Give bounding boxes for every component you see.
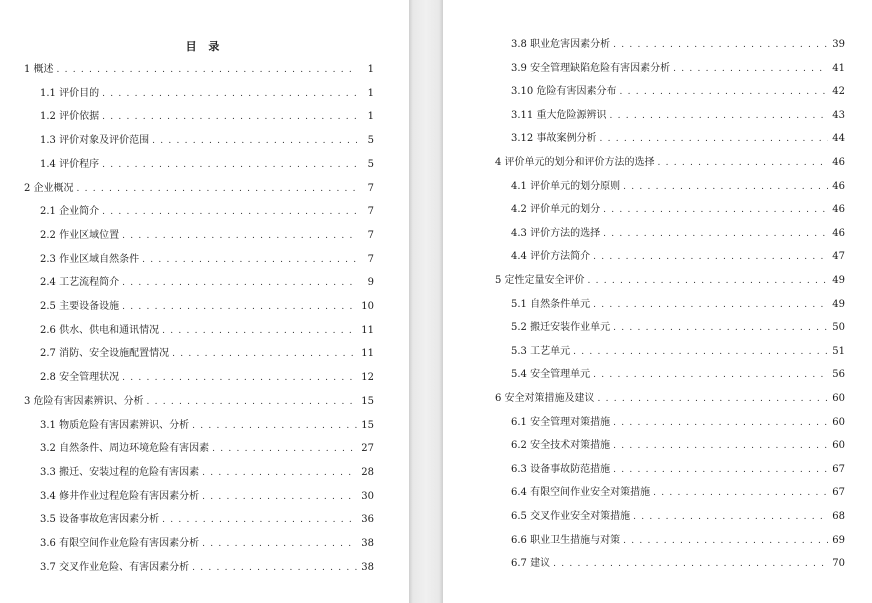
toc-entry-label: 1.1 评价目的 [40,87,100,99]
toc-page-number: 44 [832,133,845,145]
toc-entry-label: 3.10 危险有害因素分布 [511,86,617,98]
toc-page-number: 38 [361,561,374,573]
page-gutter [409,0,443,603]
toc-entry-label: 2.6 供水、供电和通讯情况 [40,324,160,336]
toc-entry-label: 6.6 职业卫生措施与对策 [511,534,621,546]
toc-dot-leader [593,367,828,383]
toc-dot-leader [613,320,828,336]
toc-page-number: 47 [832,251,845,263]
toc-entry[interactable] [40,441,374,457]
toc-entry[interactable] [40,299,374,315]
toc-dot-leader [122,275,357,291]
toc-entry-label: 1.2 评价依据 [40,111,100,123]
toc-entry[interactable] [40,489,374,505]
toc-entry-label: 3.11 重大危险源辨识 [511,109,607,121]
toc-dot-leader [102,86,357,102]
toc-entry[interactable] [511,415,845,431]
toc-entry-label: 2.2 作业区域位置 [40,229,120,241]
toc-entry-label: 1 概述 [24,64,54,75]
toc-entry[interactable] [495,273,845,289]
toc-page-number: 46 [832,227,845,239]
toc-entry[interactable] [24,394,374,410]
toc-entry[interactable] [511,509,845,525]
toc-entry-label: 4 评价单元的划分和评价方法的选择 [495,157,655,168]
toc-dot-leader [202,536,357,552]
toc-page-number: 51 [832,345,845,357]
toc-entry[interactable] [511,438,845,454]
toc-entry[interactable] [40,512,374,528]
toc-entry[interactable] [511,556,845,572]
toc-page-number: 27 [361,443,374,455]
toc-entry[interactable] [495,155,845,171]
toc-page-number: 9 [367,277,374,289]
toc-dot-leader [603,226,828,242]
toc-entry[interactable] [40,465,374,481]
toc-entry[interactable] [511,485,845,501]
toc-dot-leader [152,133,357,149]
toc-entry[interactable] [511,320,845,336]
toc-dot-leader [122,228,357,244]
toc-dot-leader [603,202,828,218]
toc-page-number: 15 [361,395,374,407]
toc-page-number: 67 [832,463,845,475]
toc-entry[interactable] [40,536,374,552]
toc-page-number: 46 [832,180,845,192]
toc-dot-leader [212,441,357,457]
toc-page-number: 70 [832,558,845,570]
toc-entry-label: 3 危险有害因素辨识、分析 [24,395,144,407]
toc-dot-leader [613,438,828,454]
toc-dot-leader [162,512,357,528]
toc-entry-label: 6.4 有限空间作业安全对策措施 [511,487,651,499]
toc-page-number: 46 [832,204,845,216]
toc-dot-leader [623,533,828,549]
toc-page-number: 42 [832,86,845,98]
toc-entry-label: 2.1 企业简介 [40,206,100,218]
toc-dot-leader [598,391,828,407]
toc-dot-leader [613,37,828,53]
toc-dot-leader [619,84,828,100]
toc-page-number: 60 [832,416,845,428]
toc-entry-label: 1.3 评价对象及评价范围 [40,135,150,147]
toc-entry-label: 2.5 主要设备设施 [40,301,120,312]
toc-entry[interactable] [511,202,845,218]
toc-entry[interactable] [24,62,374,78]
toc-page-number: 5 [367,158,374,170]
toc-dot-leader [623,179,828,195]
toc-dot-leader [57,62,357,78]
toc-entry-label: 6 安全对策措施及建议 [495,393,595,404]
toc-entry[interactable] [40,228,374,244]
toc-entry[interactable] [40,323,374,339]
toc-page-number: 60 [832,440,845,452]
toc-entry-label: 5.3 工艺单元 [511,345,571,357]
toc-entry-label: 2.8 安全管理状况 [40,372,120,384]
toc-dot-leader [553,556,828,572]
toc-entry-label: 3.1 物质危险有害因素辨识、分析 [40,419,190,431]
toc-page-number: 49 [832,275,845,286]
toc-dot-leader [609,108,828,124]
toc-entry-label: 2.4 工艺流程简介 [40,277,120,289]
toc-dot-leader [102,204,357,220]
toc-entry-label: 2.3 作业区域自然条件 [40,253,140,265]
toc-entry[interactable] [511,367,845,383]
toc-page-number: 67 [832,487,845,499]
toc-entry-label: 3.6 有限空间作业危险有害因素分析 [40,538,200,549]
toc-dot-leader [142,252,357,268]
toc-page-number: 1 [367,111,374,123]
toc-page-number: 50 [832,322,845,334]
toc-entry-label: 3.3 搬迁、安装过程的危险有害因素 [40,466,200,478]
toc-page-number: 1 [367,64,374,75]
toc-page-number: 12 [361,372,374,384]
toc-entry-label: 5.2 搬迁安装作业单元 [511,322,611,334]
toc-entry[interactable] [40,157,374,173]
toc-page-number: 1 [367,87,374,99]
toc-entry-label: 3.4 修井作业过程危险有害因素分析 [40,490,200,502]
toc-entry-label: 6.7 建议 [511,558,551,570]
toc-entry-label: 6.1 安全管理对策措施 [511,416,611,428]
toc-page-number: 5 [367,135,374,147]
toc-dot-leader [593,249,828,265]
toc-entry-label: 6.5 交叉作业安全对策措施 [511,511,631,522]
toc-page-number: 7 [367,206,374,218]
toc-page-number: 46 [832,157,845,168]
toc-dot-leader [599,131,828,147]
toc-entry[interactable] [40,252,374,268]
toc-title: 目 录 [185,40,224,53]
toc-entry[interactable] [511,462,845,478]
toc-entry-label: 6.3 设备事故防范措施 [511,463,611,475]
toc-page-number: 7 [367,182,374,194]
toc-entry-label: 3.7 交叉作业危险、有害因素分析 [40,561,190,573]
toc-dot-leader [653,485,828,501]
toc-page-number: 49 [832,298,845,310]
toc-page-number: 7 [367,253,374,265]
toc-dot-leader [613,415,828,431]
toc-page-number: 43 [832,109,845,121]
toc-entry-label: 4.1 评价单元的划分原则 [511,180,621,192]
toc-page-number: 39 [832,39,845,50]
toc-page-number: 38 [361,538,374,549]
toc-entry[interactable] [40,560,374,576]
toc-dot-leader [192,418,357,434]
toc-dot-leader [673,61,828,77]
toc-page-number: 11 [361,324,374,336]
toc-entry-label: 3.9 安全管理缺陷危险有害因素分析 [511,62,671,74]
toc-dot-leader [162,323,357,339]
toc-entry-label: 4.4 评价方法简介 [511,251,591,263]
toc-page-number: 41 [832,62,845,74]
toc-page-number: 36 [361,514,374,526]
toc-page-number: 10 [361,301,374,312]
toc-dot-leader [613,462,828,478]
toc-dot-leader [77,181,357,197]
toc-entry[interactable] [40,346,374,362]
toc-page-number: 56 [832,369,845,381]
toc-dot-leader [202,489,357,505]
toc-dot-leader [102,109,357,125]
toc-entry[interactable] [40,133,374,149]
toc-page-number: 28 [361,466,374,478]
toc-entry-label: 4.2 评价单元的划分 [511,204,601,216]
toc-page-number: 30 [361,490,374,502]
toc-entry-label: 3.8 职业危害因素分析 [511,39,611,50]
toc-page-number: 15 [361,419,374,431]
left-page [0,0,409,603]
toc-dot-leader [588,273,828,289]
toc-entry-label: 2 企业概况 [24,182,74,194]
toc-entry-label: 2.7 消防、安全设施配置情况 [40,348,170,360]
toc-entry[interactable] [511,226,845,242]
toc-dot-leader [122,370,357,386]
toc-page-number: 69 [832,534,845,546]
toc-dot-leader [633,509,828,525]
toc-entry[interactable] [511,108,845,124]
toc-entry[interactable] [511,61,845,77]
toc-dot-leader [202,465,357,481]
toc-entry[interactable] [495,391,845,407]
toc-entry[interactable] [511,297,845,313]
toc-entry-label: 5.4 安全管理单元 [511,369,591,381]
toc-dot-leader [172,346,357,362]
toc-dot-leader [147,394,357,410]
toc-entry-label: 1.4 评价程序 [40,158,100,170]
toc-entry[interactable] [511,344,845,360]
toc-entry[interactable] [40,418,374,434]
toc-entry[interactable] [40,204,374,220]
toc-entry-label: 3.2 自然条件、周边环境危险有害因素 [40,443,210,455]
toc-dot-leader [593,297,828,313]
toc-entry[interactable] [24,181,374,197]
toc-entry[interactable] [511,179,845,195]
toc-entry-label: 3.12 事故案例分析 [511,133,597,145]
toc-dot-leader [573,344,828,360]
toc-entry[interactable] [511,533,845,549]
toc-entry[interactable] [40,275,374,291]
toc-dot-leader [102,157,357,173]
toc-page-number: 11 [361,348,374,360]
toc-entry[interactable] [511,37,845,53]
toc-dot-leader [192,560,357,576]
toc-entry-label: 5.1 自然条件单元 [511,298,591,310]
toc-entry[interactable] [511,131,845,147]
toc-entry-label: 4.3 评价方法的选择 [511,227,601,239]
right-page [443,0,872,603]
toc-page-number: 7 [367,229,374,241]
toc-entry-label: 6.2 安全技术对策措施 [511,440,611,452]
toc-entry[interactable] [511,249,845,265]
toc-entry[interactable] [40,86,374,102]
toc-dot-leader [658,155,828,171]
toc-entry[interactable] [511,84,845,100]
toc-entry[interactable] [40,109,374,125]
toc-page-number: 60 [832,393,845,404]
toc-entry-label: 3.5 设备事故危害因素分析 [40,514,160,526]
toc-entry[interactable] [40,370,374,386]
toc-entry-label: 5 定性定量安全评价 [495,275,585,286]
toc-dot-leader [122,299,357,315]
toc-page-number: 68 [832,511,845,522]
